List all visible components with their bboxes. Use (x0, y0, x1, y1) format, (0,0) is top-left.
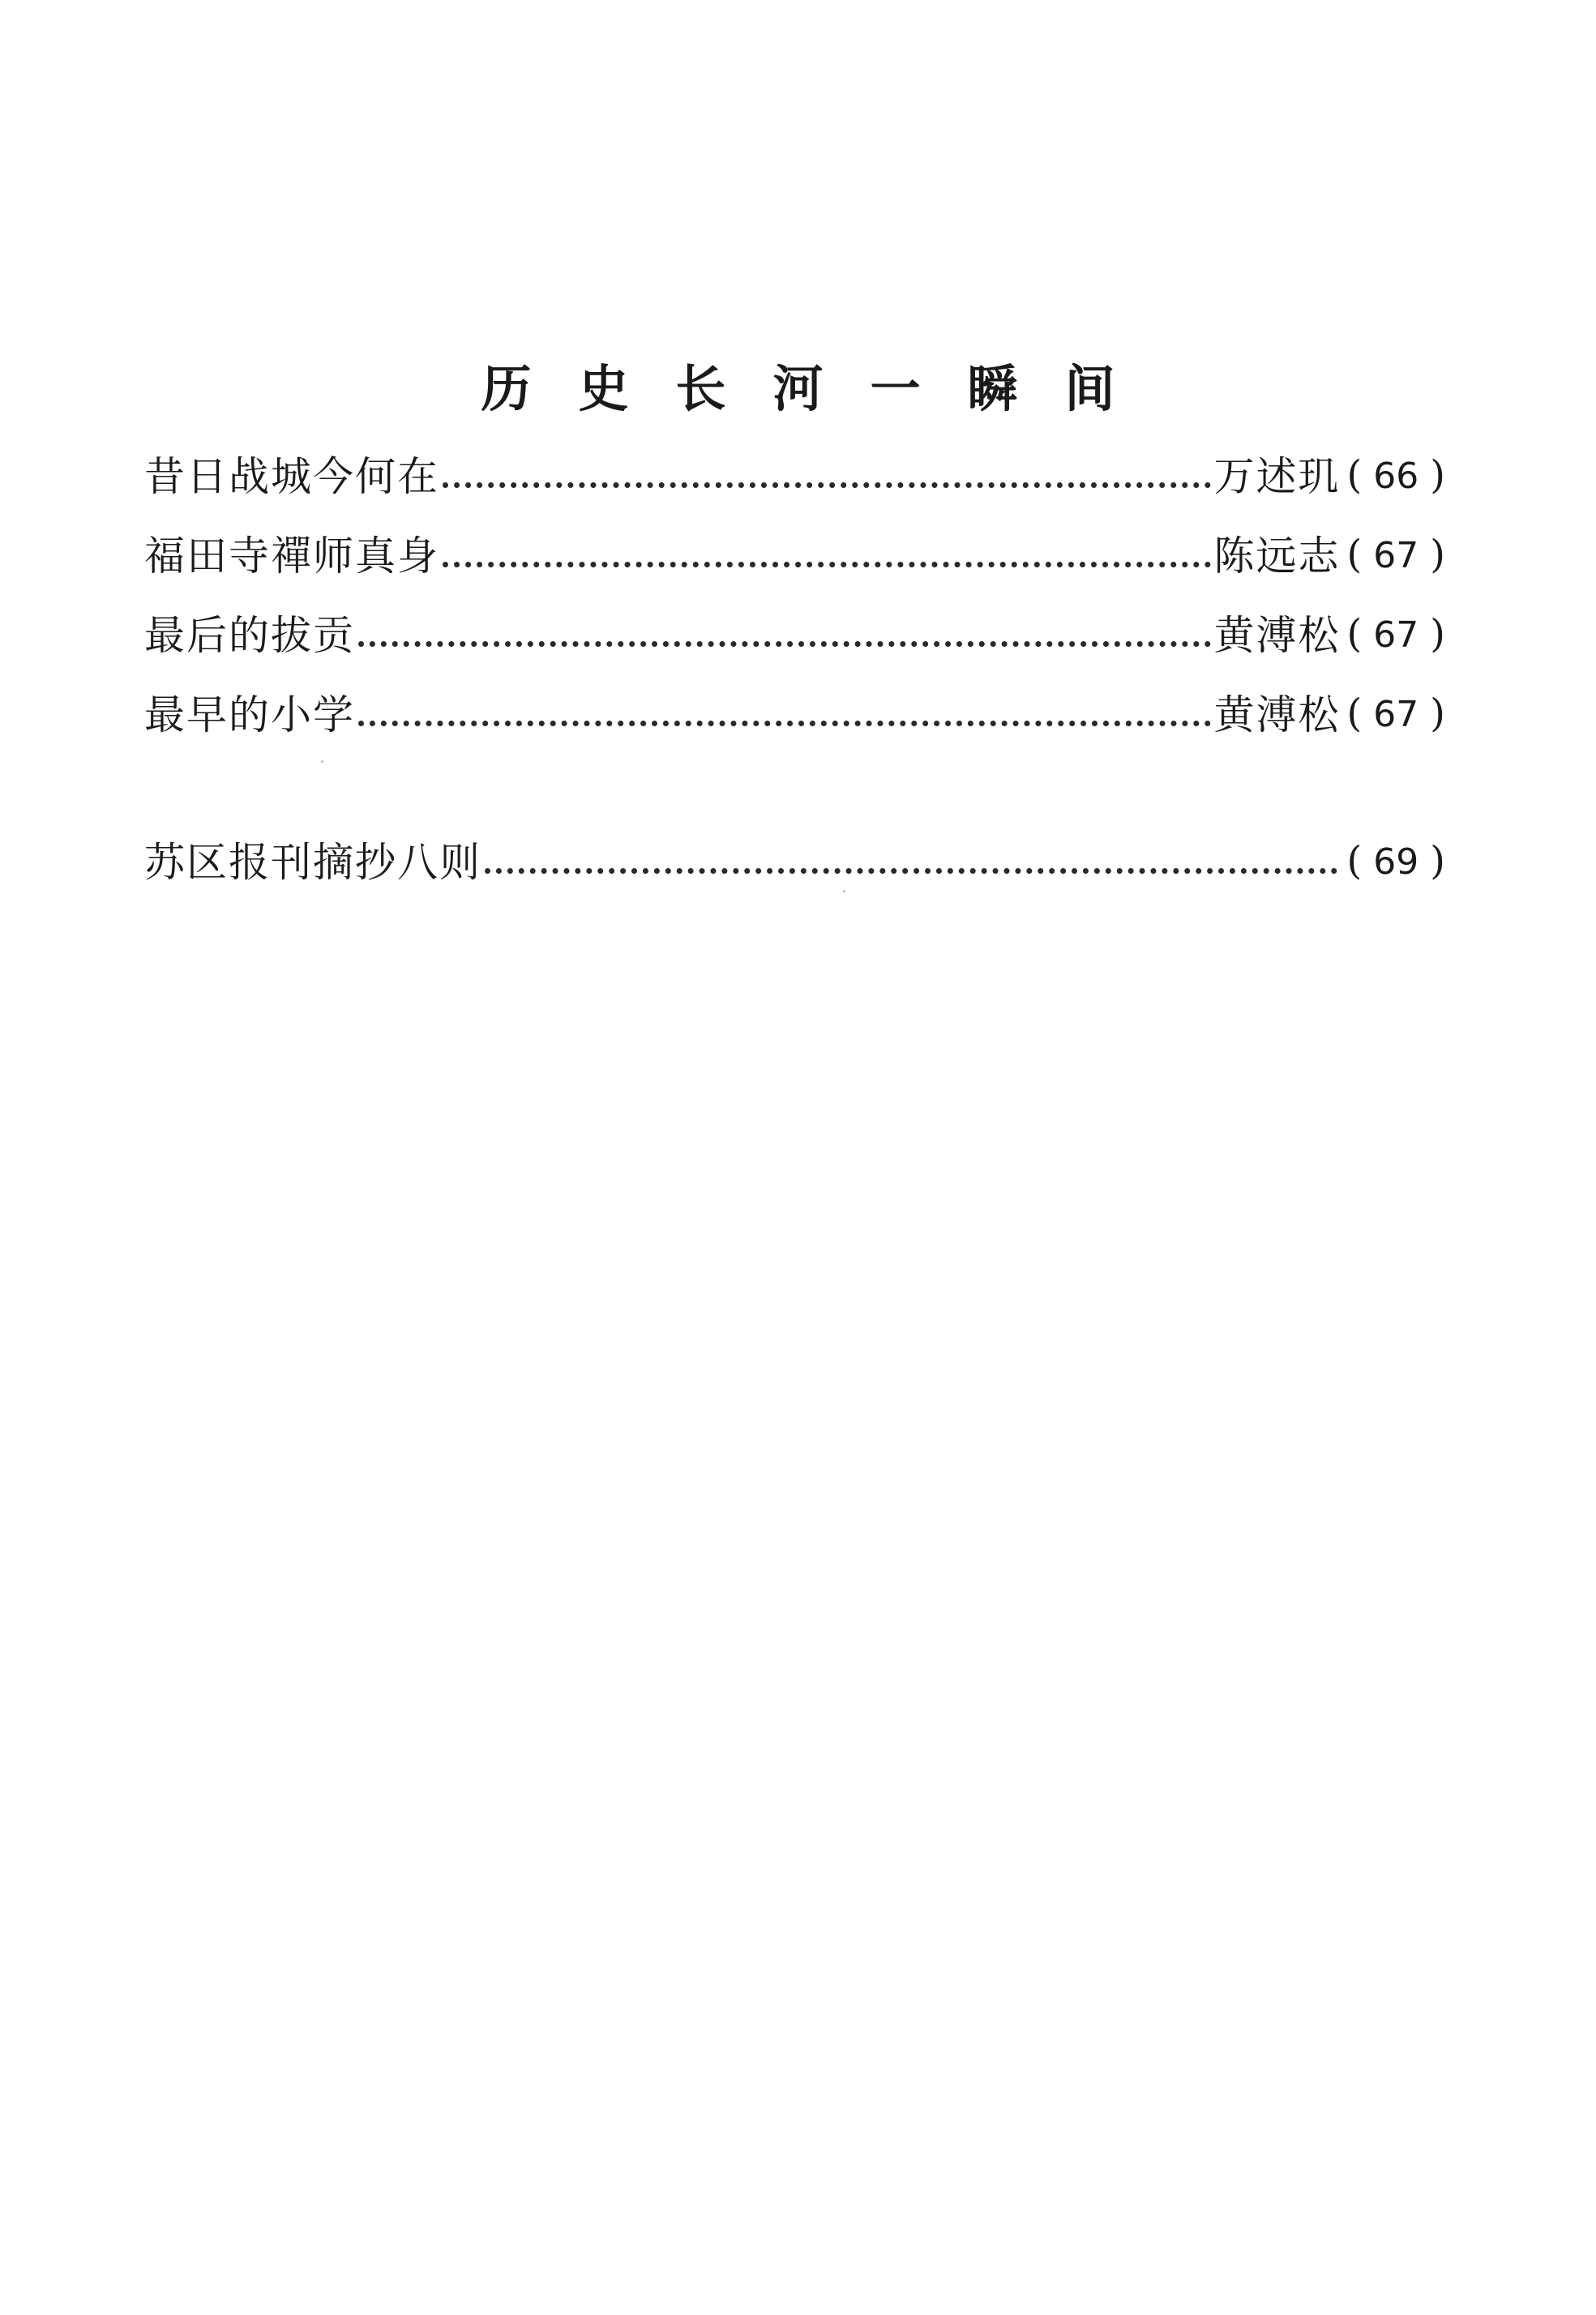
dot-leader (443, 482, 1211, 488)
section-title: 历史长河一瞬间 (481, 359, 1162, 418)
entry-author: 陈远志 (1213, 533, 1341, 580)
dot-leader (485, 868, 1337, 874)
entry-page-number: ( 67 ) (1346, 532, 1445, 577)
entry-title: 福田寺禪师真身 (144, 533, 439, 580)
dot-leader (358, 641, 1211, 647)
entry-title: 苏区报刊摘抄八则 (144, 839, 481, 886)
page-number: 69 (1373, 841, 1419, 883)
entry-page-number: ( 69 ) (1346, 838, 1445, 884)
entry-author: 万述玑 (1213, 453, 1341, 500)
dot-leader (443, 562, 1211, 567)
entry-title: 最后的拔贡 (144, 612, 355, 659)
entry-title: 最早的小学 (144, 691, 355, 738)
toc-entry[interactable] (144, 447, 1445, 506)
page-number: 66 (1373, 456, 1419, 497)
page-number: 67 (1373, 614, 1419, 656)
scan-speck (321, 760, 323, 763)
toc-entry[interactable] (144, 606, 1445, 665)
entry-page-number: ( 67 ) (1346, 691, 1445, 736)
scan-speck (843, 890, 845, 892)
toc-entry[interactable] (144, 527, 1445, 585)
toc-entry-standalone[interactable] (144, 833, 1445, 892)
entry-author: 黄溥松 (1213, 691, 1341, 738)
entry-page-number: ( 67 ) (1346, 611, 1445, 657)
page-number: 67 (1373, 535, 1419, 576)
toc-entry[interactable] (144, 686, 1445, 744)
entry-author: 黄溥松 (1213, 612, 1341, 659)
entry-title: 昔日战城今何在 (144, 453, 439, 500)
entry-page-number: ( 66 ) (1346, 452, 1445, 498)
dot-leader (358, 721, 1211, 726)
page-number: 67 (1373, 694, 1419, 735)
